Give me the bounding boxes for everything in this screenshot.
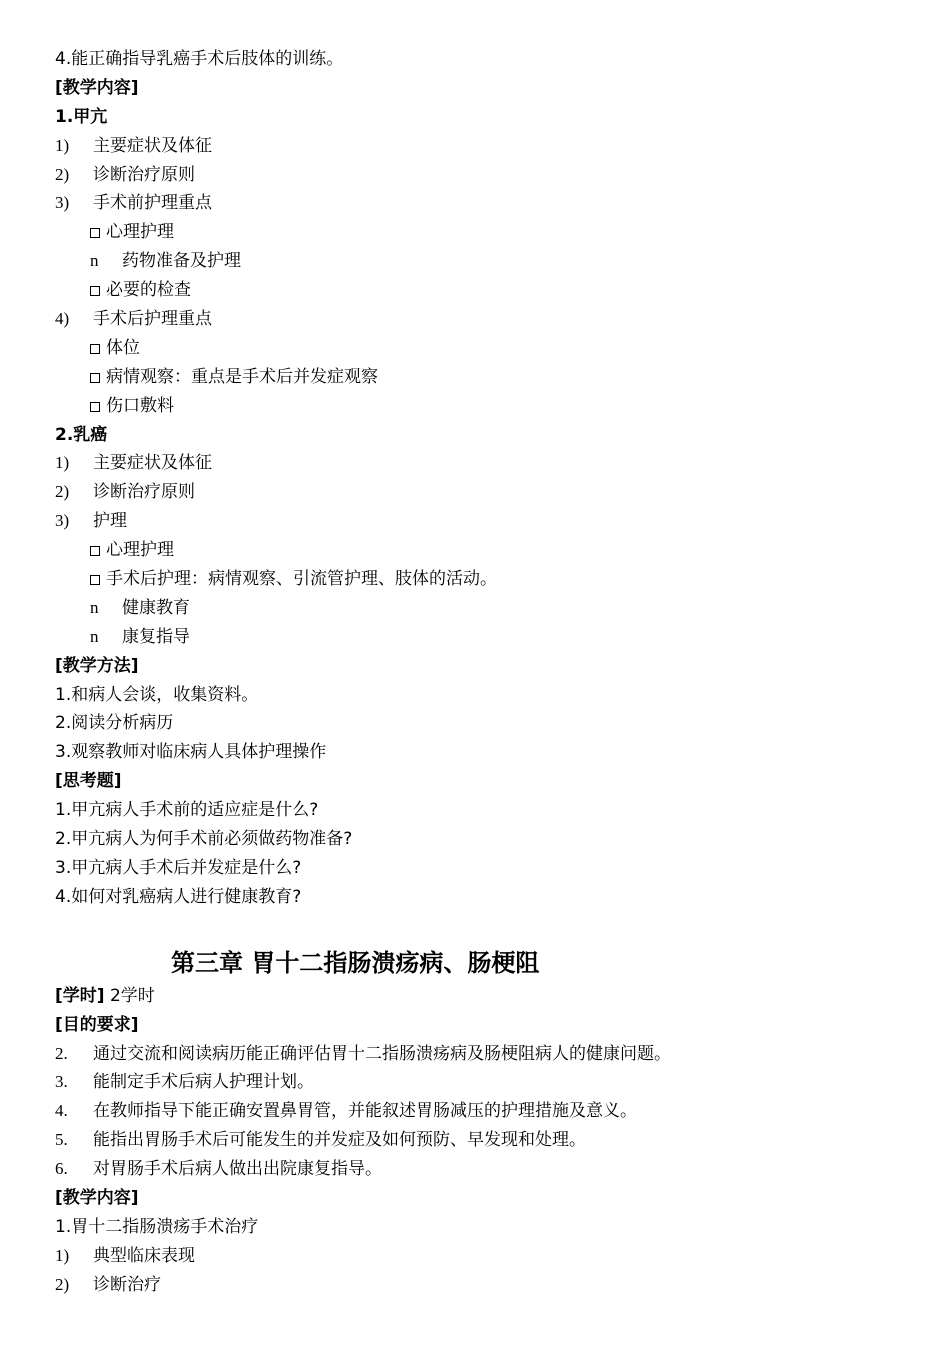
sub-list-item <box>55 565 915 594</box>
sub-list-text: 心理护理 <box>106 540 174 561</box>
list-number: 1) <box>55 453 70 473</box>
objective-text: 对胃肠手术后病人做出出院康复指导。 <box>93 1159 382 1180</box>
sub-list-item <box>55 392 915 421</box>
method-item: 3.观察教师对临床病人具体护理操作 <box>55 742 327 763</box>
objectives-heading: [目的要求] <box>55 1014 139 1035</box>
list-item <box>55 507 915 536</box>
list-item <box>55 305 915 334</box>
objective-item <box>55 1097 915 1126</box>
list-number: 3) <box>55 511 70 531</box>
n-bullet-marker: n <box>90 597 99 617</box>
list-text: 护理 <box>93 511 127 532</box>
objective-item <box>55 1126 915 1155</box>
list-number: 3) <box>55 193 70 213</box>
sub-list-item <box>55 536 915 565</box>
list-text: 诊断治疗原则 <box>93 164 195 185</box>
objective-text: 能指出胃肠手术后可能发生的并发症及如何预防、早发现和处理。 <box>93 1130 586 1151</box>
sub-list-text: 伤口敷料 <box>106 395 174 416</box>
sub-list-text: 必要的检查 <box>106 280 191 301</box>
list-item <box>55 161 915 190</box>
square-bullet-icon <box>90 373 100 383</box>
sub-list-item <box>55 276 915 305</box>
hours-line <box>55 982 915 1011</box>
objective-number: 6. <box>55 1159 68 1179</box>
list-number: 2) <box>55 482 70 502</box>
list-number: 2) <box>55 1274 70 1294</box>
square-bullet-icon <box>90 575 100 585</box>
objective-number: 3. <box>55 1072 68 1092</box>
sub-list-item <box>55 247 915 276</box>
sub-list-text: 康复指导 <box>122 626 190 647</box>
sub-list-text: 病情观察：重点是手术后并发症观察 <box>106 366 378 387</box>
list-number: 1) <box>55 135 70 155</box>
list-text: 主要症状及体征 <box>93 135 212 156</box>
list-text: 诊断治疗 <box>93 1274 161 1295</box>
objective-number: 4. <box>55 1101 68 1121</box>
sub-list-item <box>55 623 915 652</box>
list-text: 诊断治疗原则 <box>93 482 195 503</box>
objective-number: 5. <box>55 1130 68 1150</box>
list-number: 1) <box>55 1245 70 1265</box>
objective-text: 能制定手术后病人护理计划。 <box>93 1072 314 1093</box>
list-item <box>55 1242 915 1271</box>
list-number: 4) <box>55 309 70 329</box>
sub-list-text: 心理护理 <box>106 222 174 243</box>
questions-heading: [思考题] <box>55 771 122 792</box>
chapter-title: 第三章 胃十二指肠溃疡病、肠梗阻 <box>171 948 540 977</box>
objective-text: 通过交流和阅读病历能正确评估胃十二指肠溃疡病及肠梗阻病人的健康问题。 <box>93 1043 671 1064</box>
question-item: 4.如何对乳癌病人进行健康教育? <box>55 886 302 907</box>
chapter-teaching-content-heading: [教学内容] <box>55 1187 139 1208</box>
topic-breast-cancer-title: 2.乳癌 <box>55 424 108 445</box>
sub-list-item <box>55 218 915 247</box>
list-text: 主要症状及体征 <box>93 453 212 474</box>
list-number: 2) <box>55 164 70 184</box>
question-item: 1.甲亢病人手术前的适应症是什么? <box>55 800 319 821</box>
list-text: 典型临床表现 <box>93 1245 195 1266</box>
list-item <box>55 449 915 478</box>
objective-text: 在教师指导下能正确安置鼻胃管，并能叙述胃肠减压的护理措施及意义。 <box>93 1101 637 1122</box>
list-text: 手术后护理重点 <box>93 309 212 330</box>
list-item <box>55 132 915 161</box>
sub-list-text: 手术后护理：病情观察、引流管护理、肢体的活动。 <box>106 569 497 590</box>
sub-list-text: 体位 <box>106 337 140 358</box>
objective-4: 4.能正确指导乳癌手术后肢体的训练。 <box>55 49 344 69</box>
sub-list-text: 药物准备及护理 <box>122 251 241 272</box>
list-item <box>55 189 915 218</box>
sub-list-item <box>55 594 915 623</box>
objective-number: 2. <box>55 1043 68 1063</box>
sub-list-text: 健康教育 <box>122 597 190 618</box>
hours-value: 2学时 <box>109 985 155 1006</box>
objective-item <box>55 1068 915 1097</box>
document-page <box>55 45 915 1300</box>
question-item: 2.甲亢病人为何手术前必须做药物准备? <box>55 829 353 850</box>
square-bullet-icon <box>90 228 100 238</box>
list-text: 手术前护理重点 <box>93 193 212 214</box>
list-item <box>55 478 915 507</box>
topic-hyperthyroidism-title: 1.甲亢 <box>55 106 108 127</box>
n-bullet-marker: n <box>90 251 99 271</box>
method-item: 2.阅读分析病历 <box>55 713 174 734</box>
objective-item <box>55 1040 915 1069</box>
objective-item <box>55 1155 915 1184</box>
teaching-method-heading: [教学方法] <box>55 655 139 676</box>
n-bullet-marker: n <box>90 626 99 646</box>
topic-ulcer-title: 1.胃十二指肠溃疡手术治疗 <box>55 1216 259 1237</box>
teaching-content-heading: [教学内容] <box>55 77 139 98</box>
list-item <box>55 1271 915 1300</box>
square-bullet-icon <box>90 286 100 296</box>
question-item: 3.甲亢病人手术后并发症是什么? <box>55 857 302 878</box>
square-bullet-icon <box>90 402 100 412</box>
square-bullet-icon <box>90 344 100 354</box>
hours-label: [学时] <box>55 985 105 1006</box>
sub-list-item <box>55 334 915 363</box>
sub-list-item <box>55 363 915 392</box>
method-item: 1.和病人会谈，收集资料。 <box>55 684 259 705</box>
square-bullet-icon <box>90 546 100 556</box>
